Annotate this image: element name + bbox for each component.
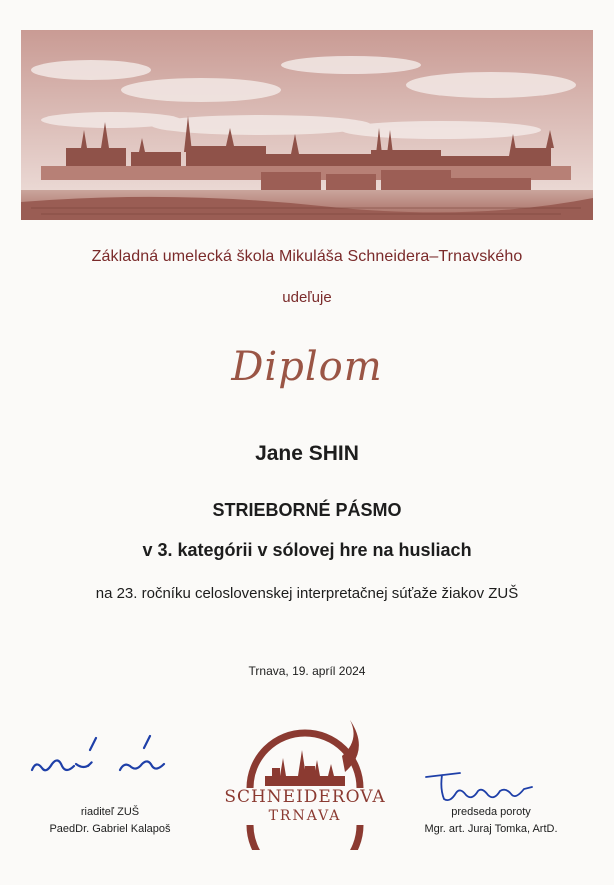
left-signature-image [24, 730, 174, 785]
left-signatory-name: PaedDr. Gabriel Kalapoš [49, 823, 171, 835]
right-signature-image [420, 765, 540, 810]
logo-text-sub: TRNAVA [268, 808, 342, 824]
left-signatory-role: riaditeľ ZUŠ [80, 806, 140, 818]
school-name: Základná umelecká škola Mikuláša Schneidera–Trnavského [91, 248, 523, 265]
diploma-title: Diplom [231, 344, 383, 390]
awards-text: udeľuje [282, 289, 332, 306]
city-panorama-image [21, 30, 593, 220]
right-signatory-name: Mgr. art. Juraj Tomka, ArtD. [424, 823, 558, 835]
award-level: STRIEBORNÉ PÁSMO [212, 500, 402, 520]
schneiderova-logo-icon [210, 710, 400, 850]
logo-text-main: SCHNEIDEROVA [224, 787, 386, 807]
award-category: v 3. kategórii v sólovej hre na husliach [142, 540, 472, 560]
competition-description: na 23. ročníku celoslovenskej interpretačnej súťaže žiakov ZUŠ [95, 585, 519, 602]
recipient-name: Jane SHIN [255, 442, 359, 465]
date-place: Trnava, 19. apríl 2024 [248, 664, 366, 678]
right-signatory-role: predseda poroty [451, 806, 531, 818]
